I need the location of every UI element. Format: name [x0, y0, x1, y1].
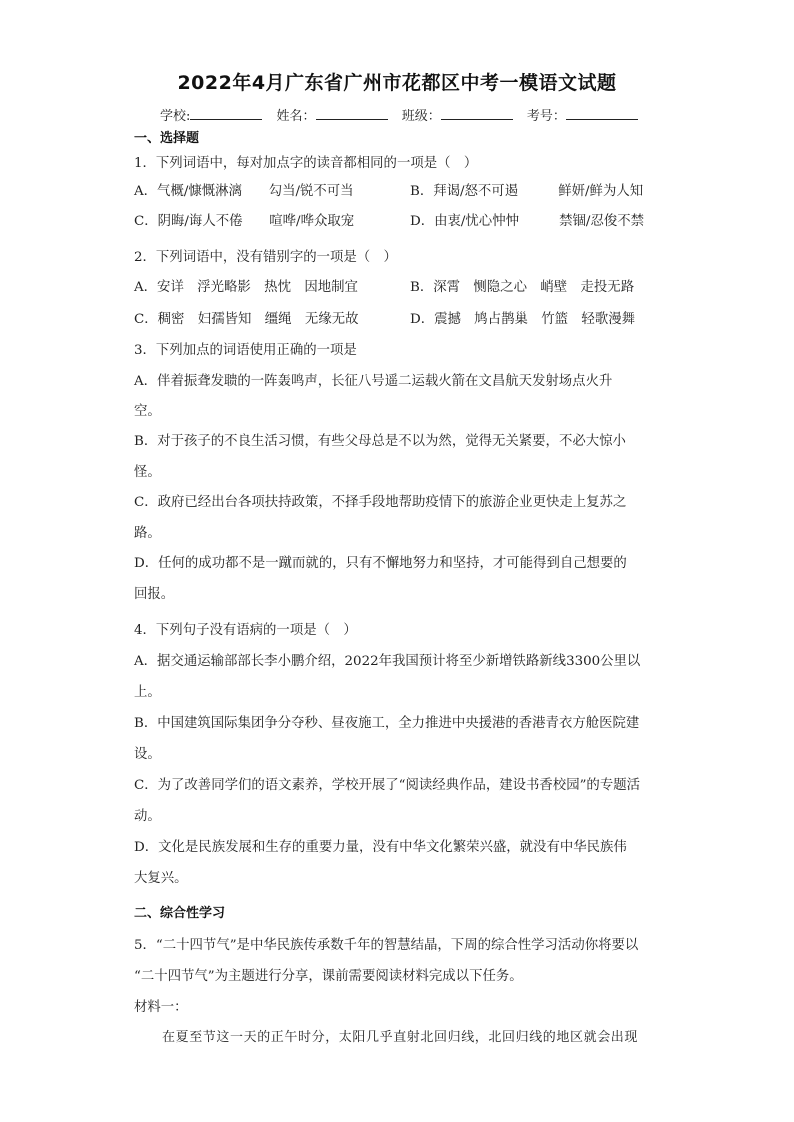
question-4-option-a-line1: A．据交通运输部部长李小鹏介绍，2022年我国预计将至少新增铁路新线3300公里以 [134, 654, 641, 669]
material-one-label: 材料一： [134, 1000, 188, 1015]
question-1-stem: 1．下列词语中，每对加点字的读音都相同的一项是（ ） [134, 156, 478, 171]
question-1-option-b: B．拜谒/怒不可遏 鲜妍/鲜为人知 [410, 184, 644, 199]
question-3-option-c-line1: C．政府已经出台各项扶持政策，不择手段地帮助疫情下的旅游企业更快走上复苏之 [134, 495, 627, 510]
name-label: 姓名： [276, 109, 316, 124]
student-info-row [160, 105, 648, 124]
question-1-option-a: A．气概/慷慨淋漓 勾当/锐不可当 [134, 184, 354, 199]
question-2-stem: 2．下列词语中，没有错别字的一项是（ ） [134, 250, 397, 265]
school-blank[interactable] [190, 107, 262, 120]
exam-no-label: 考号： [526, 109, 566, 124]
question-5-line1: 5．“二十四节气”是中华民族传承数千年的智慧结晶，下周的综合性学习活动你将要以 [134, 938, 639, 953]
question-2-option-b: B．深霄 恻隐之心 峭壁 走投无路 [410, 280, 635, 295]
question-3-stem: 3．下列加点的词语使用正确的一项是 [134, 343, 357, 358]
question-3-option-a-line2: 空。 [134, 404, 161, 419]
question-4-option-d-line1: D．文化是民族发展和生存的重要力量，没有中华文化繁荣兴盛，就没有中华民族伟 [134, 840, 627, 855]
question-2-option-d: D．震撼 鸠占鹊巢 竹篮 轻歌漫舞 [410, 312, 635, 327]
section-heading-choice: 一、选择题 [134, 131, 200, 146]
class-label: 班级： [401, 109, 441, 124]
question-2-option-a: A．安详 浮光略影 热忱 因地制宜 [134, 280, 358, 295]
page-title: 2022年4月广东省广州市花都区中考一模语文试题 [177, 72, 617, 94]
school-label: 学校: [160, 109, 191, 124]
question-4-option-d-line2: 大复兴。 [134, 871, 188, 886]
question-4-option-a-line2: 上。 [134, 685, 161, 700]
question-1-option-d: D．由衷/忧心忡忡 禁锢/忍俊不禁 [410, 214, 645, 229]
question-3-option-b-line2: 怪。 [134, 465, 161, 480]
question-3-option-d-line1: D．任何的成功都不是一蹴而就的，只有不懈地努力和坚持，才可能得到自己想要的 [134, 556, 627, 571]
section-heading-comprehensive: 二、综合性学习 [134, 906, 226, 921]
question-3-option-d-line2: 回报。 [134, 587, 175, 602]
question-3-option-c-line2: 路。 [134, 526, 161, 541]
question-4-option-b-line1: B．中国建筑国际集团争分夺秒、昼夜施工，全力推进中央援港的香港青衣方舱医院建 [134, 716, 640, 731]
question-5-line2: “二十四节气”为主题进行分享，课前需要阅读材料完成以下任务。 [134, 969, 523, 984]
question-4-option-c-line1: C．为了改善同学们的语文素养，学校开展了“阅读经典作品，建设书香校园”的专题活 [134, 778, 640, 793]
question-1-option-c: C．阴晦/诲人不倦 喧哗/哗众取宠 [134, 214, 355, 229]
name-blank[interactable] [316, 107, 388, 120]
material-one-text: 在夏至节这一天的正午时分，太阳几乎直射北回归线，北回归线的地区就会出现 [162, 1030, 639, 1045]
question-4-option-b-line2: 设。 [134, 747, 161, 762]
question-4-option-c-line2: 动。 [134, 809, 161, 824]
question-3-option-a-line1: A．伴着振聋发聩的一阵轰鸣声，长征八号遥二运载火箭在文昌航天发射场点火升 [134, 374, 613, 389]
question-3-option-b-line1: B．对于孩子的不良生活习惯，有些父母总是不以为然，觉得无关紧要，不必大惊小 [134, 434, 626, 449]
exam-no-blank[interactable] [566, 107, 638, 120]
question-2-option-c: C．稠密 妇孺皆知 缰绳 无缘无故 [134, 312, 359, 327]
question-4-stem: 4．下列句子没有语病的一项是（ ） [134, 623, 357, 638]
class-blank[interactable] [441, 107, 513, 120]
